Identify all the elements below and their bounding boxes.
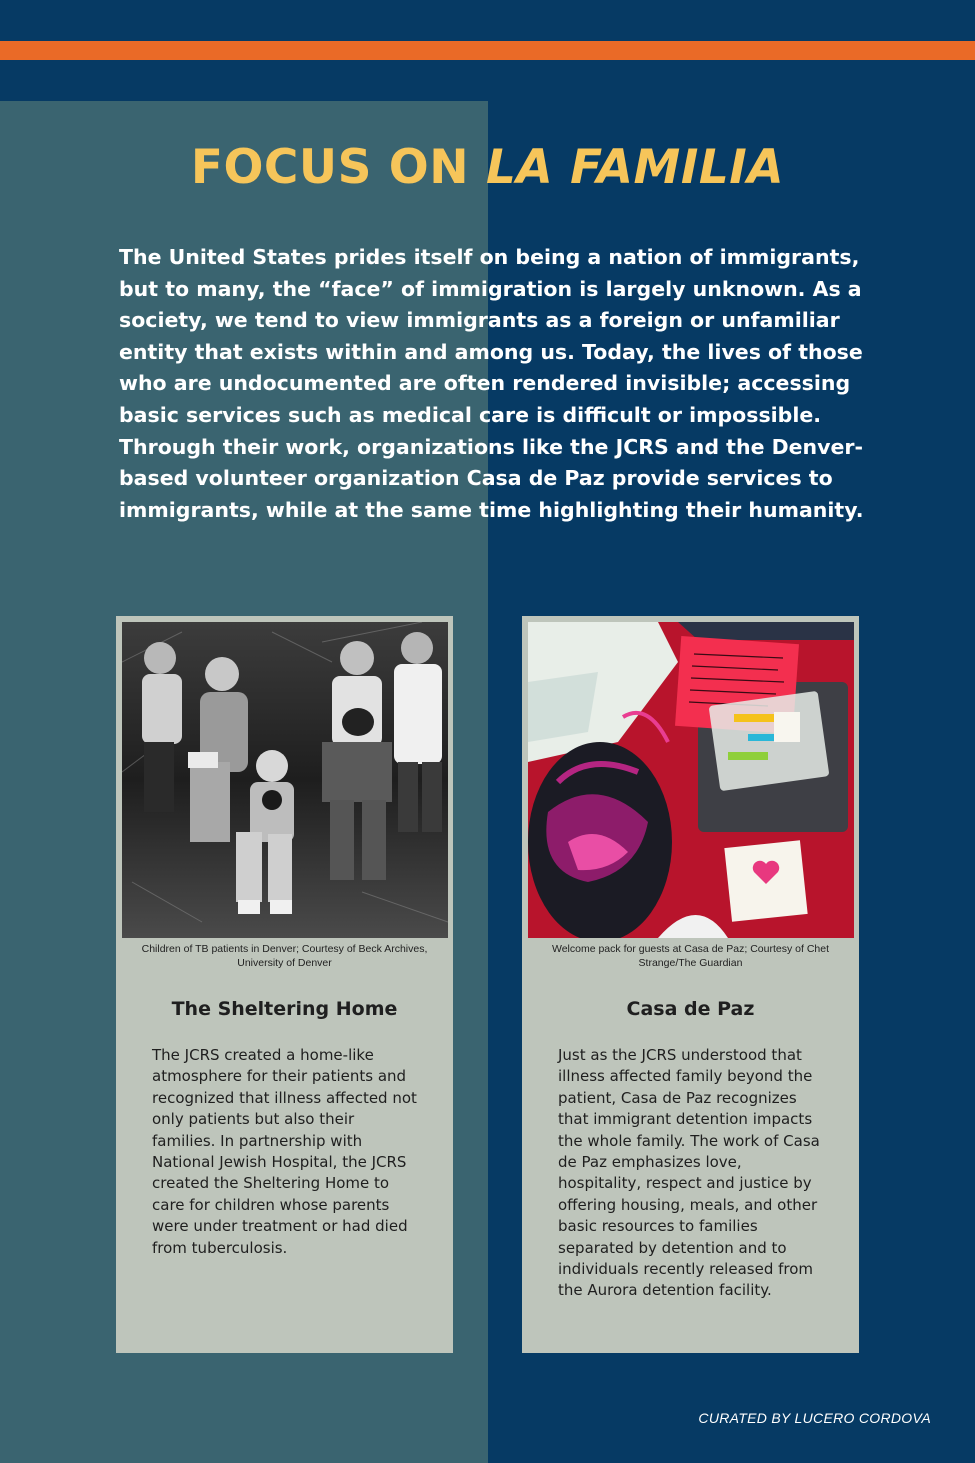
- photo-caption: Welcome pack for guests at Casa de Paz; Courtesy of Chet Strange/The Guardian: [551, 943, 830, 969]
- card-body: The JCRS created a home-like atmosphere for their patients and recognized that illness affected not only patients but also their families. In partnership with National Jewish Hospital, the JCRS created the Sheltering Home to care for children whose parents were under treatment or had died from tuberculosis.: [152, 1046, 417, 1257]
- photo-caption: Children of TB patients in Denver; Courtesy of Beck Archives, University of Denver: [141, 943, 428, 969]
- accent-stripe: [0, 41, 975, 60]
- card-title: The Sheltering Home: [171, 998, 398, 1020]
- curator-credit: CURATED BY LUCERO CORDOVA: [698, 1410, 931, 1426]
- sheltering-home-card: [116, 616, 453, 1353]
- welcome-pack-photo: [528, 622, 854, 938]
- page-title: [0, 140, 975, 195]
- title-italic: LA FAMILIA: [485, 140, 785, 195]
- children-photo: [122, 622, 448, 938]
- casa-de-paz-card: [522, 616, 859, 1353]
- card-title: Casa de Paz: [626, 998, 755, 1020]
- card-body: Just as the JCRS understood that illness affected family beyond the patient, Casa de Paz recognizes that immigrant detention impacts the whole family. The work of Casa de Paz emphasizes love, hospitality, respect and justice by offering housing, meals, and other basic resources to families separated by detention and to individuals recently released from the Aurora detention facility.: [558, 1046, 820, 1300]
- intro-paragraph: The United States prides itself on being a nation of immigrants, but to many, the “face” of immigration is largely unknown. As a society, we tend to view immigrants as a foreign or unfamiliar entity that exists within and among us. Today, the lives of those who are undocumented are often rendered invisible; accessing basic services such as medical care is difficult or impossible. Through their work, organizations like the JCRS and the Denver-based volunteer organization Casa de Paz provide services to immigrants, while at the same time highlighting their humanity.: [119, 245, 864, 522]
- title-plain: FOCUS ON: [190, 140, 486, 195]
